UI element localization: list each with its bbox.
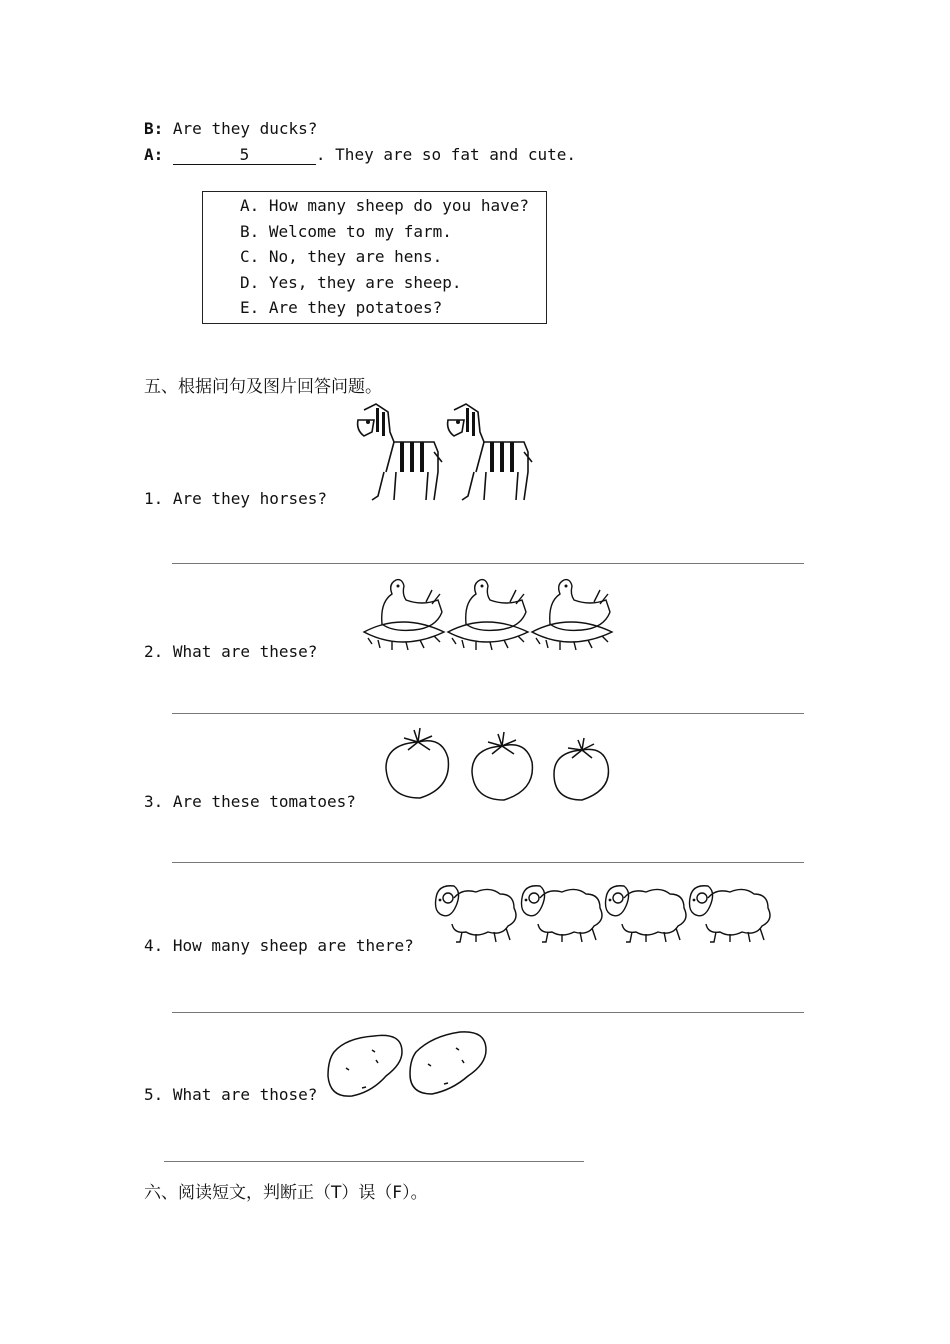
question-4: 4. How many sheep are there? [144,936,414,955]
tomato-icon [552,738,612,802]
question-5: 5. What are those? [144,1085,318,1104]
answer-blank[interactable]: 5 [173,146,316,165]
answer-line-3[interactable] [172,862,804,863]
option-b: B. Welcome to my farm. [240,222,452,241]
dialogue-text: . They are so fat and cute. [315,145,576,164]
hen-icon [446,572,530,652]
question-3: 3. Are these tomatoes? [144,792,356,811]
option-c: C. No, they are hens. [240,247,443,266]
section6-title: 六、阅读短文，判断正（T）误（F）。 [144,1183,428,1203]
section5-title: 五、根据问句及图片回答问题。 [144,377,382,397]
sheep-icon [602,880,688,946]
option-a: A. How many sheep do you have? [240,196,529,215]
answer-line-2[interactable] [172,713,804,714]
answer-line-5[interactable] [164,1161,584,1162]
speaker-label: A: [144,145,164,164]
options-box [202,191,547,324]
zebra-icon [354,402,444,502]
sheep-icon [686,880,772,946]
dialogue-line-b [144,119,317,138]
potato-icon [326,1030,406,1100]
answer-line-4[interactable] [172,1012,804,1013]
sheep-icon [432,880,518,946]
sheep-icon [518,880,604,946]
dialogue-line-a [144,145,576,165]
zebra-icon [444,402,534,502]
potato-icon [406,1028,490,1098]
answer-line-1[interactable] [172,563,804,564]
tomato-icon [384,728,452,800]
question-2: 2. What are these? [144,642,318,661]
dialogue-text: Are they ducks? [172,119,318,138]
option-e: E. Are they potatoes? [240,298,443,317]
option-d: D. Yes, they are sheep. [240,273,462,292]
hen-icon [362,572,446,652]
question-1: 1. Are they horses? [144,489,328,508]
tomato-icon [470,732,536,802]
hen-icon [530,572,614,652]
speaker-label: B: [144,119,164,138]
